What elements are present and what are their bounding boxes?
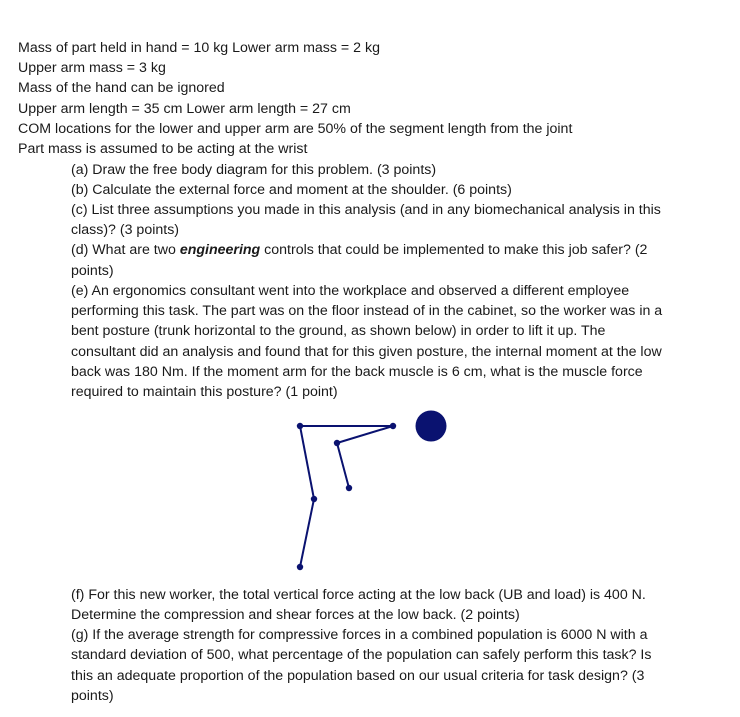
question-g-line3: this an adequate proportion of the population based on our usual criteria for task design? (3 xyxy=(71,668,645,684)
given-line-lengths: Upper arm length = 35 cm Lower arm length = 27 cm xyxy=(18,101,351,117)
elbow-joint xyxy=(334,440,340,446)
question-e-line6: required to maintain this posture? (1 point) xyxy=(71,384,338,400)
given-line-upper-arm-mass: Upper arm mass = 3 kg xyxy=(18,60,166,76)
question-c-line1: (c) List three assumptions you made in this analysis (and in any biomechanical analysis in this xyxy=(71,202,661,218)
question-g-line1: (g) If the average strength for compressive forces in a combined population is 6000 N with a xyxy=(71,627,648,643)
question-d-line2: points) xyxy=(71,263,114,279)
question-d-suffix: controls that could be implemented to make this job safer? (2 xyxy=(260,242,648,258)
question-f-line1: (f) For this new worker, the total vertical force acting at the low back (UB and load) is 400 N. xyxy=(71,587,646,603)
wrist-joint xyxy=(346,485,352,491)
shank-segment xyxy=(300,499,314,567)
thigh-segment xyxy=(300,426,314,499)
bent-posture-stick-figure xyxy=(280,400,460,580)
question-e-line1: (e) An ergonomics consultant went into the workplace and observed a different employee xyxy=(71,283,630,299)
head xyxy=(416,411,447,442)
question-d-emphasis: engineering xyxy=(179,242,261,258)
question-e-line3: bent posture (trunk horizontal to the ground, as shown below) in order to lift it up. The xyxy=(71,323,606,339)
given-line-part-location: Part mass is assumed to be acting at the wrist xyxy=(18,141,308,157)
forearm-segment xyxy=(337,443,349,488)
question-b: (b) Calculate the external force and moment at the shoulder. (6 points) xyxy=(71,182,512,198)
question-f-line2: Determine the compression and shear forces at the low back. (2 points) xyxy=(71,607,520,623)
hip-joint xyxy=(297,423,303,429)
ankle-joint xyxy=(297,564,303,570)
question-g-line4: points) xyxy=(71,688,114,704)
given-line-hand-mass: Mass of the hand can be ignored xyxy=(18,80,225,96)
question-d-prefix: (d) What are two xyxy=(71,242,180,258)
question-e-line4: consultant did an analysis and found that for this given posture, the internal moment at the low xyxy=(71,344,662,360)
knee-joint xyxy=(311,496,317,502)
given-line-part-mass: Mass of part held in hand = 10 kg Lower arm mass = 2 kg xyxy=(18,40,380,56)
question-a: (a) Draw the free body diagram for this problem. (3 points) xyxy=(71,162,437,178)
question-c-line2: class)? (3 points) xyxy=(71,222,180,238)
question-g-line2: standard deviation of 500, what percentage of the population can safely perform this task? Is xyxy=(71,647,652,663)
upper-arm-segment xyxy=(337,426,393,443)
shoulder-joint xyxy=(390,423,396,429)
given-line-com: COM locations for the lower and upper arm are 50% of the segment length from the joint xyxy=(18,121,573,137)
question-e-line5: back was 180 Nm. If the moment arm for the back muscle is 6 cm, what is the muscle force xyxy=(71,364,643,380)
question-d-line1 xyxy=(71,240,647,260)
question-e-line2: performing this task. The part was on the floor instead of in the cabinet, so the worker was in a xyxy=(71,303,663,319)
